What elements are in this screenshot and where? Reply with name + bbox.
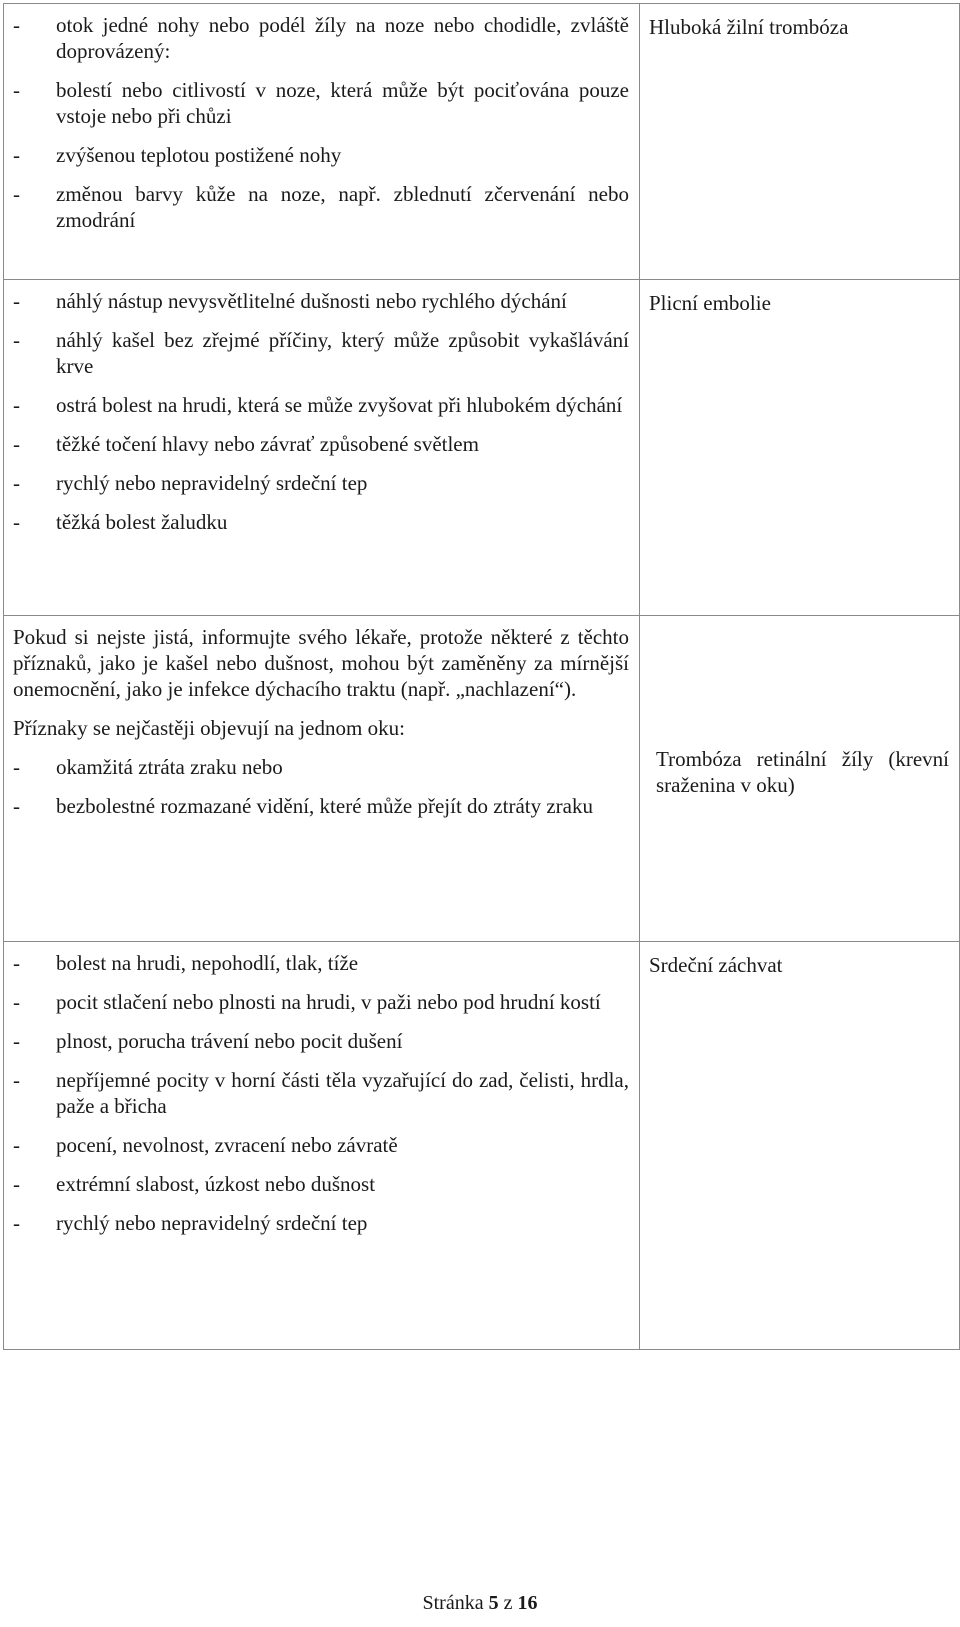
list-item: - rychlý nebo nepravidelný srdeční tep	[13, 1211, 368, 1235]
list-item: - zvýšenou teplotou postižené nohy	[13, 143, 342, 167]
list-dash: -	[13, 393, 20, 417]
list-item: - okamžitá ztráta zraku nebo	[13, 755, 283, 779]
footer-separator: z	[503, 1592, 513, 1614]
list-item: - ostrá bolest na hrudi, která se může zvyšovat při hlubokém dýchání	[13, 393, 623, 417]
list-item: - náhlý nástup nevysvětlitelné dušnosti nebo rychlého dýchání	[13, 289, 567, 313]
list-item: - rychlý nebo nepravidelný srdeční tep	[13, 471, 368, 495]
list-dash: -	[13, 510, 20, 534]
list-item: - extrémní slabost, úzkost nebo dušnost	[13, 1172, 376, 1196]
symptoms-cell	[4, 942, 640, 1350]
footer-prefix: Stránka	[422, 1592, 484, 1614]
list-item: - těžké točení hlavy nebo závrať způsobené světlem	[13, 432, 479, 456]
list-dash: -	[13, 1133, 20, 1157]
table-row	[4, 942, 960, 1350]
list-item: - bolest na hrudi, nepohodlí, tlak, tíže	[13, 951, 359, 975]
list-item: - těžká bolest žaludku	[13, 510, 228, 534]
list-dash: -	[13, 78, 20, 102]
list-item: - pocit stlačení nebo plnosti na hrudi, v paži nebo pod hrudní kostí	[13, 990, 601, 1014]
table-row	[4, 4, 960, 280]
list-dash: -	[13, 182, 20, 206]
diagnosis-label: Hluboká žilní trombóza	[649, 15, 849, 39]
symptom-list	[13, 288, 629, 535]
symptoms-cell	[4, 4, 640, 280]
uncertainty-note: Pokud si nejste jistá, informujte svého lékaře, protože některé z těchto příznaků, jako je kašel nebo dušnost, mohou být zaměněny za mírnější onemocnění, jako je infekce dýchacího traktu (např. „nachlazení“).	[13, 625, 629, 701]
diagnosis-cell	[640, 616, 960, 942]
list-item: - plnost, porucha trávení nebo pocit dušení	[13, 1029, 403, 1053]
list-dash: -	[13, 755, 20, 779]
list-item: - otok jedné nohy nebo podél žíly na noze nebo chodidle, zvláště doprovázený:	[13, 13, 629, 63]
list-item: - změnou barvy kůže na noze, např. zblednutí zčervenání nebo zmodrání	[13, 182, 629, 232]
symptoms-cell	[4, 280, 640, 616]
list-dash: -	[13, 1029, 20, 1053]
list-dash: -	[13, 289, 20, 313]
symptom-intro: Příznaky se nejčastěji objevují na jednom oku:	[13, 716, 405, 740]
diagnosis-label: Trombóza retinální žíly (krevní sraženina v oku)	[656, 747, 949, 797]
list-item: - nepříjemné pocity v horní části těla vyzařující do zad, čelisti, hrdla, paže a břicha	[13, 1068, 629, 1118]
footer-total-pages: 16	[517, 1592, 538, 1614]
list-dash: -	[13, 990, 20, 1014]
list-dash: -	[13, 328, 20, 352]
list-item: - pocení, nevolnost, zvracení nebo závratě	[13, 1133, 398, 1157]
list-item: - náhlý kašel bez zřejmé příčiny, který může způsobit vykašlávání krve	[13, 328, 629, 378]
diagnosis-cell	[640, 942, 960, 1350]
symptoms-cell	[4, 616, 640, 942]
list-dash: -	[13, 1211, 20, 1235]
footer-current-page: 5	[488, 1592, 499, 1614]
symptom-list	[13, 12, 629, 233]
table-row	[4, 280, 960, 616]
list-dash: -	[13, 13, 20, 37]
list-item: - bezbolestné rozmazané vidění, které může přejít do ztráty zraku	[13, 794, 593, 818]
table-row	[4, 616, 960, 942]
list-item: - bolestí nebo citlivostí v noze, která může být pociťována pouze vstoje nebo při chůzi	[13, 78, 629, 128]
symptom-list	[13, 754, 629, 819]
list-dash: -	[13, 471, 20, 495]
list-dash: -	[13, 143, 20, 167]
page-number-footer	[0, 1591, 960, 1615]
list-dash: -	[13, 1068, 20, 1092]
list-dash: -	[13, 951, 20, 975]
list-dash: -	[13, 432, 20, 456]
list-dash: -	[13, 1172, 20, 1196]
diagnosis-label: Plicní embolie	[649, 291, 771, 315]
symptom-table	[3, 3, 960, 1350]
list-dash: -	[13, 794, 20, 818]
symptom-list	[13, 950, 629, 1236]
diagnosis-cell	[640, 4, 960, 280]
diagnosis-label: Srdeční záchvat	[649, 953, 783, 977]
diagnosis-cell	[640, 280, 960, 616]
